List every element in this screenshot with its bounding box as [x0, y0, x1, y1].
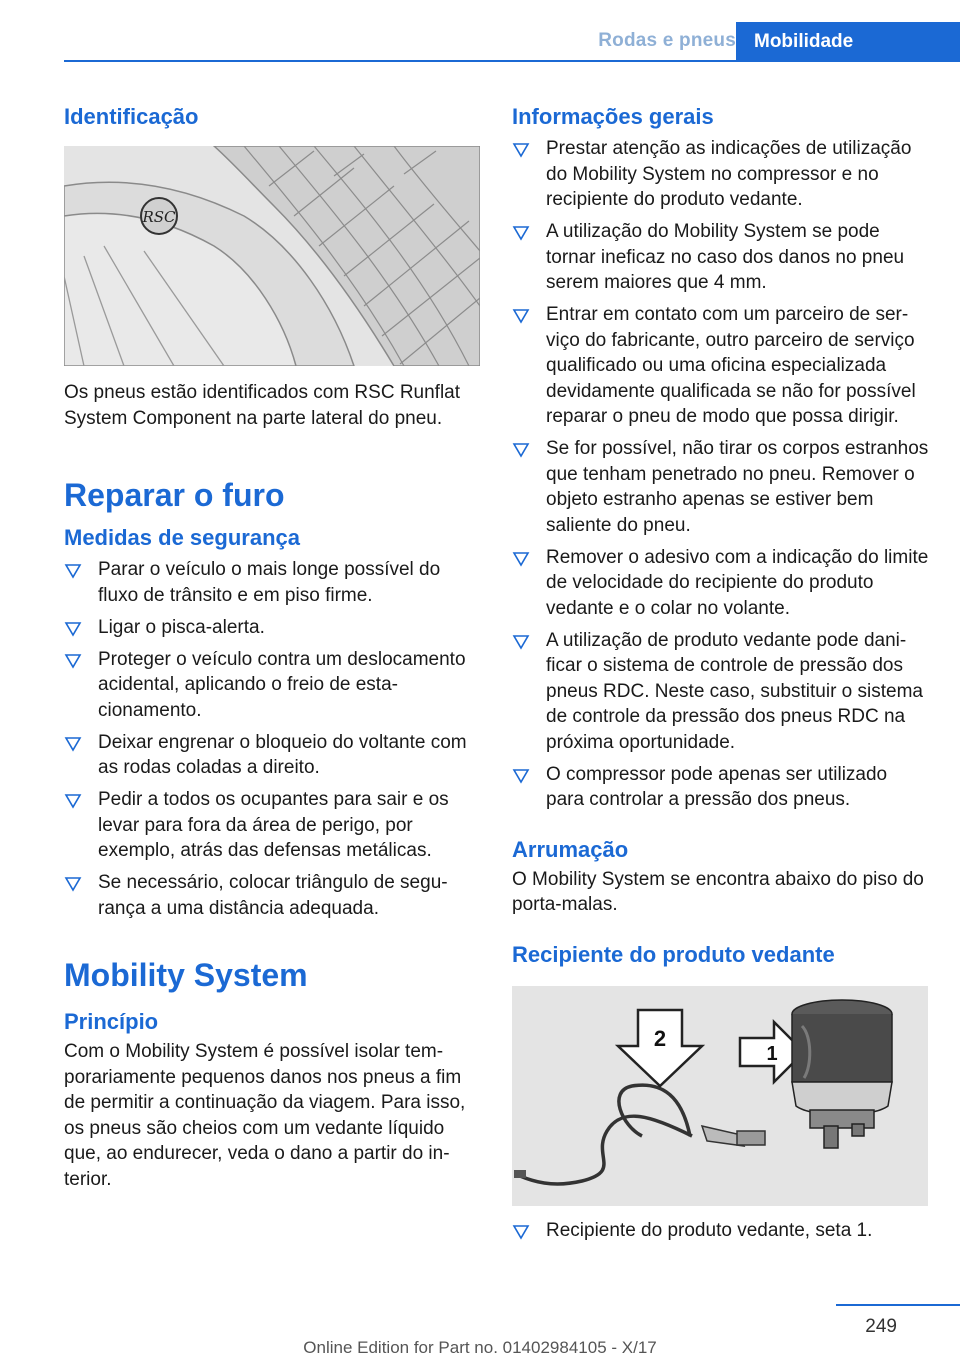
bullet-triangle-icon [512, 764, 530, 786]
list-item: Entrar em contato com um parceiro de serviço do fabricante, outro parceiro de serviço qualificado ou uma oficina especializada devidamente qualificada se não for possível reparar o pneu de modo que possa dirigir. [512, 302, 930, 430]
list-item: Remover o adesivo com a indicação do limite de velocidade do recipiente do produto vedante e o colar no volante. [512, 545, 930, 622]
bullet-triangle-icon [64, 649, 82, 671]
list-item: A utilização do Mobility System se pode tornar ineficaz no caso dos danos no pneu serem maiores que 4 mm. [512, 219, 930, 296]
arrow-1-label: 1 [766, 1042, 778, 1065]
list-item: Parar o veículo o mais longe possível do fluxo de trânsito e em piso firme. [64, 557, 482, 608]
bullet-triangle-icon [512, 138, 530, 160]
sealant-container-drawing [512, 986, 928, 1206]
bullet-triangle-icon [512, 630, 530, 652]
list-item: Recipiente do produto vedante, seta 1. [512, 1218, 930, 1244]
right-column [512, 100, 930, 1250]
page-header [64, 22, 960, 62]
bullet-triangle-icon [64, 617, 82, 639]
list-item: A utilização de produto vedante pode danificar o sistema de controle de pressão dos pneus RDC. Neste caso, substituir o sistema de controle da pressão dos pneus RDC na próxima oportunidade. [512, 628, 930, 756]
bullet-triangle-icon [512, 304, 530, 326]
mobility-system-heading: Mobility System [64, 957, 308, 993]
identificacao-text: Os pneus estão identificados com RSC Runflat System Component na parte lateral do pneu. [64, 382, 461, 429]
list-item: Ligar o pisca-alerta. [64, 615, 482, 641]
tire-sidewall-drawing [64, 146, 480, 366]
header-chapter-tab: Mobilidade [736, 22, 960, 62]
footer-rule [836, 1304, 960, 1306]
principio-text: Com o Mobility System é possível isolar temporariamente pequenos danos nos pneus a fim de permitir a continuação da viagem. Para isso, os pneus são cheios com um vedante líquido que, ao endurecer, veda o dano a partir do interior. [64, 1041, 466, 1190]
medidas-heading: Medidas de segurança [64, 525, 300, 550]
list-item: Prestar atenção as indicações de utilização do Mobility System no compressor e no recipiente do produto vedante. [512, 136, 930, 213]
list-item: Deixar engrenar o bloqueio do voltante com as rodas coladas a direito. [64, 730, 482, 781]
list-item: Se necessário, colocar triângulo de segurança a uma distância adequada. [64, 870, 482, 921]
tire-sidewall-illustration [64, 146, 480, 366]
page-number: 249 [865, 1316, 897, 1337]
arrumacao-heading: Arrumação [512, 836, 629, 862]
sealant-container-illustration [512, 986, 928, 1206]
list-item: Pedir a todos os ocupantes para sair e os levar para fora da área de perigo, por exemplo, atrás das defensas metálicas. [64, 787, 482, 864]
list-item: O compressor pode apenas ser utilizado para controlar a pressão dos pneus. [512, 762, 930, 813]
header-section-title: Rodas e pneus [598, 30, 736, 51]
bullet-triangle-icon [512, 1220, 530, 1242]
list-item: Se for possível, não tirar os corpos estranhos que tenham penetrado no pneu. Remover o objeto estranho apenas se estiver bem saliente do pneu. [512, 436, 930, 538]
medidas-list [64, 557, 482, 921]
edition-note: Online Edition for Part no. 01402984105 - X/17 [303, 1338, 657, 1357]
bullet-triangle-icon [512, 547, 530, 569]
left-column [64, 100, 482, 1192]
recipiente-heading: Recipiente do produto vedante [512, 941, 835, 967]
reparar-heading: Reparar o furo [64, 477, 285, 513]
bullet-triangle-icon [64, 789, 82, 811]
recipiente-list [512, 1218, 930, 1244]
bullet-triangle-icon [64, 872, 82, 894]
identificacao-heading: Identificação [64, 104, 199, 129]
list-item: Proteger o veículo contra um deslocamento acidental, aplicando o freio de estacionamento. [64, 647, 482, 724]
bullet-triangle-icon [64, 559, 82, 581]
arrow-2-label: 2 [653, 1025, 667, 1051]
bullet-triangle-icon [512, 438, 530, 460]
svg-text:RSC: RSC [142, 208, 176, 226]
bullet-triangle-icon [512, 221, 530, 243]
informacoes-list [512, 136, 930, 813]
bullet-triangle-icon [64, 732, 82, 754]
arrumacao-text: O Mobility System se encontra abaixo do piso do porta-malas. [512, 868, 924, 915]
informacoes-heading: Informações gerais [512, 104, 714, 129]
principio-heading: Princípio [64, 1009, 159, 1034]
